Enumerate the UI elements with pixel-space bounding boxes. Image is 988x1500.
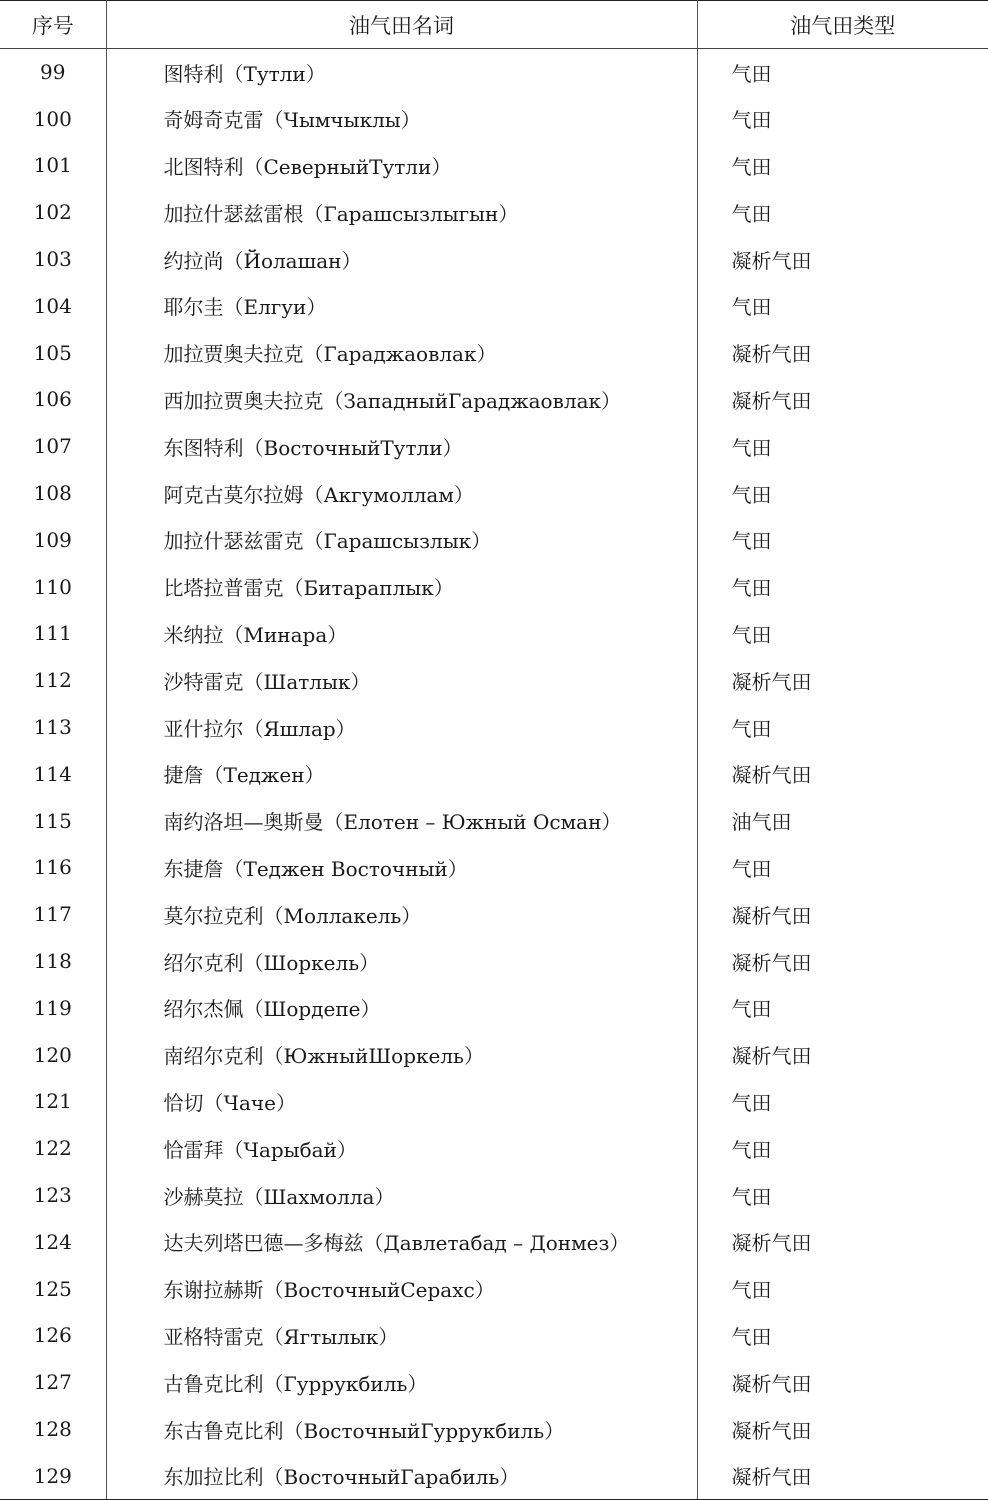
field-type-cell: 气田 bbox=[731, 997, 772, 1022]
field-name-cell: 恰切（Чаче） bbox=[106, 1078, 697, 1125]
field-type-cell: 凝析气田 bbox=[731, 669, 812, 694]
field-name-cell: 加拉什瑟兹雷克（Гарашсызлык） bbox=[106, 516, 697, 563]
table-row bbox=[0, 1172, 988, 1219]
serial-number-cell: 118 bbox=[0, 938, 106, 985]
field-name-cell: 古鲁克比利（Гуррукбиль） bbox=[106, 1359, 697, 1406]
table-row bbox=[0, 1312, 988, 1359]
table-row bbox=[0, 423, 988, 470]
serial-number-cell: 99 bbox=[0, 49, 106, 96]
header-field-name: 油气田名词 bbox=[106, 1, 697, 49]
serial-number-cell: 110 bbox=[0, 563, 106, 610]
field-type-cell: 凝析气田 bbox=[731, 248, 812, 273]
table-row bbox=[0, 49, 988, 96]
field-name-cell: 绍尔杰佩（Шордепе） bbox=[106, 984, 697, 1031]
table-row bbox=[0, 1359, 988, 1406]
table-row bbox=[0, 1125, 988, 1172]
field-type-cell: 气田 bbox=[731, 716, 772, 741]
field-type-cell: 气田 bbox=[731, 622, 772, 647]
field-name-cell: 东古鲁克比利（ВосточныйГуррукбиль） bbox=[106, 1406, 697, 1453]
field-type-cell: 凝析气田 bbox=[731, 1231, 812, 1256]
serial-number-cell: 102 bbox=[0, 189, 106, 236]
table-row bbox=[0, 1265, 988, 1312]
field-name-cell: 亚格特雷克（Ягтылык） bbox=[106, 1312, 697, 1359]
table-row bbox=[0, 236, 988, 283]
field-name-cell: 加拉贾奥夫拉克（Гараджаовлак） bbox=[106, 329, 697, 376]
field-name-cell: 绍尔克利（Шоркель） bbox=[106, 938, 697, 985]
field-name-cell: 亚什拉尔（Яшлар） bbox=[106, 704, 697, 751]
table-row bbox=[0, 797, 988, 844]
field-type-cell: 凝析气田 bbox=[731, 1418, 812, 1443]
field-name-cell: 恰雷拜（Чарыбай） bbox=[106, 1125, 697, 1172]
field-type-cell: 气田 bbox=[731, 61, 772, 86]
table-row bbox=[0, 938, 988, 985]
field-name-cell: 奇姆奇克雷（Чымчыклы） bbox=[106, 95, 697, 142]
table-row bbox=[0, 891, 988, 938]
serial-number-cell: 106 bbox=[0, 376, 106, 423]
field-type-cell: 气田 bbox=[731, 529, 772, 554]
field-name-cell: 西加拉贾奥夫拉克（ЗападныйГараджаовлак） bbox=[106, 376, 697, 423]
serial-number-cell: 126 bbox=[0, 1312, 106, 1359]
table-row bbox=[0, 329, 988, 376]
field-name-cell: 捷詹（Теджен） bbox=[106, 750, 697, 797]
field-name-cell: 东加拉比利（ВосточныйГарабиль） bbox=[106, 1452, 697, 1499]
field-name-cell: 阿克古莫尔拉姆（Акгумоллам） bbox=[106, 470, 697, 517]
table-row bbox=[0, 376, 988, 423]
serial-number-cell: 109 bbox=[0, 516, 106, 563]
table-row bbox=[0, 1452, 988, 1499]
serial-number-cell: 107 bbox=[0, 423, 106, 470]
field-type-cell: 凝析气田 bbox=[731, 950, 812, 975]
field-type-cell: 凝析气田 bbox=[731, 763, 812, 788]
field-name-cell: 米纳拉（Минара） bbox=[106, 610, 697, 657]
field-type-cell: 气田 bbox=[731, 856, 772, 881]
field-name-cell: 约拉尚（Йолашан） bbox=[106, 236, 697, 283]
field-name-cell: 耶尔圭（Елгуи） bbox=[106, 282, 697, 329]
serial-number-cell: 117 bbox=[0, 891, 106, 938]
serial-number-cell: 101 bbox=[0, 142, 106, 189]
serial-number-cell: 113 bbox=[0, 704, 106, 751]
field-name-cell: 南约洛坦—奥斯曼（Елотен – Южный Осман） bbox=[106, 797, 697, 844]
table-header bbox=[0, 1, 988, 49]
table-row bbox=[0, 704, 988, 751]
field-name-cell: 北图特利（СеверныйТутли） bbox=[106, 142, 697, 189]
serial-number-cell: 128 bbox=[0, 1406, 106, 1453]
table-row bbox=[0, 844, 988, 891]
serial-number-cell: 100 bbox=[0, 95, 106, 142]
serial-number-cell: 124 bbox=[0, 1218, 106, 1265]
serial-number-cell: 122 bbox=[0, 1125, 106, 1172]
field-type-cell: 凝析气田 bbox=[731, 903, 812, 928]
field-name-cell: 沙赫莫拉（Шахмолла） bbox=[106, 1172, 697, 1219]
field-type-cell: 气田 bbox=[731, 295, 772, 320]
serial-number-cell: 119 bbox=[0, 984, 106, 1031]
serial-number-cell: 129 bbox=[0, 1452, 106, 1499]
serial-number-cell: 115 bbox=[0, 797, 106, 844]
serial-number-cell: 103 bbox=[0, 236, 106, 283]
table-row bbox=[0, 95, 988, 142]
field-type-cell: 气田 bbox=[731, 1184, 772, 1209]
table-row bbox=[0, 563, 988, 610]
serial-number-cell: 123 bbox=[0, 1172, 106, 1219]
serial-number-cell: 121 bbox=[0, 1078, 106, 1125]
table-row bbox=[0, 282, 988, 329]
serial-number-cell: 125 bbox=[0, 1265, 106, 1312]
field-type-cell: 气田 bbox=[731, 482, 772, 507]
table-row bbox=[0, 1218, 988, 1265]
table-row bbox=[0, 470, 988, 517]
table-body bbox=[0, 49, 988, 1500]
table-row bbox=[0, 516, 988, 563]
header-serial-number: 序号 bbox=[0, 1, 106, 49]
field-name-cell: 南绍尔克利（ЮжныйШоркель） bbox=[106, 1031, 697, 1078]
field-type-cell: 气田 bbox=[731, 1324, 772, 1349]
field-type-cell: 气田 bbox=[731, 201, 772, 226]
field-type-cell: 气田 bbox=[731, 1090, 772, 1115]
serial-number-cell: 112 bbox=[0, 657, 106, 704]
field-name-cell: 加拉什瑟兹雷根（Гарашсызлыгын） bbox=[106, 189, 697, 236]
field-type-cell: 凝析气田 bbox=[731, 342, 812, 367]
table-row bbox=[0, 610, 988, 657]
field-type-cell: 气田 bbox=[731, 1137, 772, 1162]
header-row bbox=[0, 1, 988, 49]
serial-number-cell: 108 bbox=[0, 470, 106, 517]
table-row bbox=[0, 1031, 988, 1078]
table-row bbox=[0, 750, 988, 797]
serial-number-cell: 111 bbox=[0, 610, 106, 657]
table-row bbox=[0, 984, 988, 1031]
serial-number-cell: 105 bbox=[0, 329, 106, 376]
serial-number-cell: 104 bbox=[0, 282, 106, 329]
field-name-cell: 图特利（Тутли） bbox=[106, 49, 697, 96]
field-type-cell: 气田 bbox=[731, 435, 772, 460]
serial-number-cell: 114 bbox=[0, 750, 106, 797]
table-row bbox=[0, 142, 988, 189]
field-type-cell: 气田 bbox=[731, 108, 772, 133]
field-type-cell: 凝析气田 bbox=[697, 1452, 988, 1499]
field-type-cell: 凝析气田 bbox=[731, 388, 812, 413]
header-field-type: 油气田类型 bbox=[697, 1, 988, 49]
field-name-cell: 东谢拉赫斯（ВосточныйСерахс） bbox=[106, 1265, 697, 1312]
field-name-cell: 莫尔拉克利（Моллакель） bbox=[106, 891, 697, 938]
serial-number-cell: 116 bbox=[0, 844, 106, 891]
table-row bbox=[0, 1078, 988, 1125]
field-type-cell: 凝析气田 bbox=[731, 1371, 812, 1396]
table-row bbox=[0, 1406, 988, 1453]
table-row bbox=[0, 189, 988, 236]
field-name-cell: 东图特利（ВосточныйТутли） bbox=[106, 423, 697, 470]
table-row bbox=[0, 657, 988, 704]
field-name-cell: 比塔拉普雷克（Битараплык） bbox=[106, 563, 697, 610]
field-type-cell: 凝析气田 bbox=[731, 1044, 812, 1069]
field-type-cell: 油气田 bbox=[731, 810, 792, 835]
field-name-cell: 东捷詹（Теджен Восточный） bbox=[106, 844, 697, 891]
field-name-cell: 沙特雷克（Шатлык） bbox=[106, 657, 697, 704]
serial-number-cell: 127 bbox=[0, 1359, 106, 1406]
serial-number-cell: 120 bbox=[0, 1031, 106, 1078]
field-type-cell: 气田 bbox=[731, 154, 772, 179]
field-type-cell: 气田 bbox=[731, 576, 772, 601]
field-name-cell: 达夫列塔巴德—多梅兹（Давлетабад – Донмез） bbox=[106, 1218, 697, 1265]
field-type-cell: 气田 bbox=[731, 1278, 772, 1303]
